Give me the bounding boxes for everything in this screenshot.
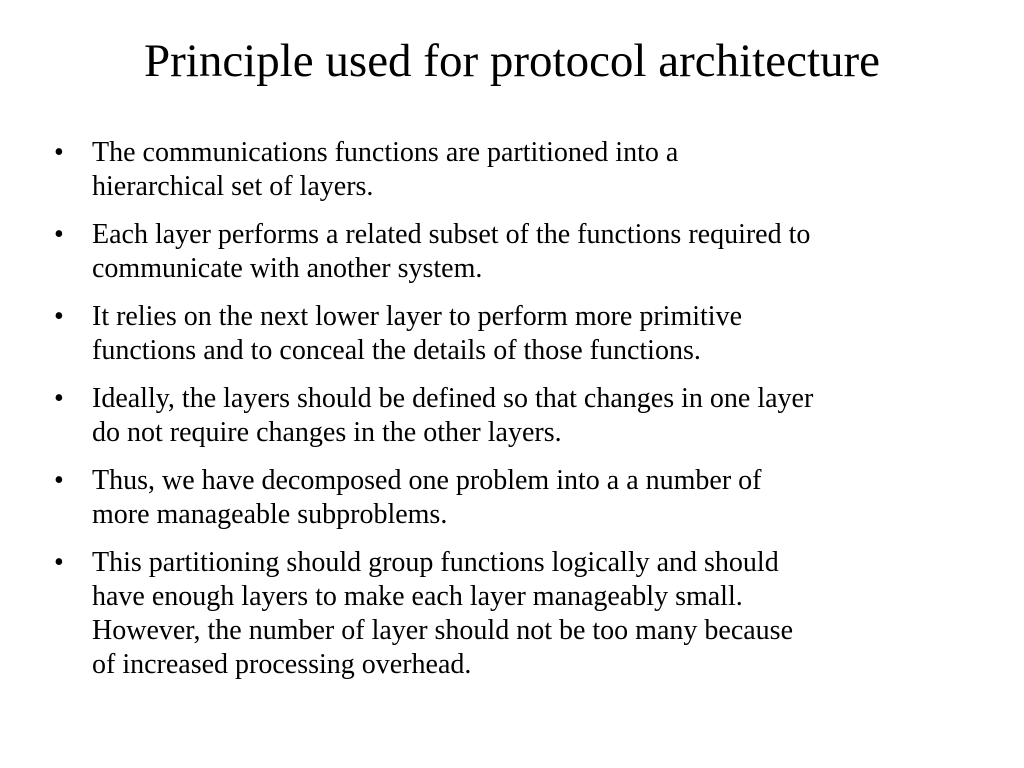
bullet-line: The communications functions are partitioned into a [92,137,679,168]
bullet-line: have enough layers to make each layer manageably small. [92,581,743,612]
bullet-item [54,464,984,532]
bullet-dot-icon: • [54,465,64,496]
bullet-line: hierarchical set of layers. [92,171,374,202]
bullet-line: Each layer performs a related subset of the functions required to [92,219,811,250]
bullet-item [54,300,984,368]
bullet-line: more manageable subproblems. [92,499,448,530]
bullet-line: This partitioning should group functions logically and should [92,547,779,578]
bullet-line: Thus, we have decomposed one problem into a a number of [92,465,762,496]
bullet-line: do not require changes in the other layers. [92,417,562,448]
bullet-line: of increased processing overhead. [92,649,472,680]
bullet-line: Ideally, the layers should be defined so that changes in one layer [92,383,814,414]
bullet-list [54,136,984,696]
bullet-line: However, the number of layer should not be too many because [92,615,793,646]
bullet-dot-icon: • [54,301,64,332]
bullet-item [54,546,984,682]
bullet-item [54,218,984,286]
bullet-item [54,136,984,204]
slide-title: Principle used for protocol architecture [143,35,881,87]
bullet-dot-icon: • [54,137,64,168]
bullet-dot-icon: • [54,383,64,414]
bullet-dot-icon: • [54,547,64,578]
bullet-line: functions and to conceal the details of those functions. [92,335,701,366]
bullet-dot-icon: • [54,219,64,250]
bullet-item [54,382,984,450]
bullet-line: It relies on the next lower layer to perform more primitive [92,301,743,332]
bullet-line: communicate with another system. [92,253,483,284]
